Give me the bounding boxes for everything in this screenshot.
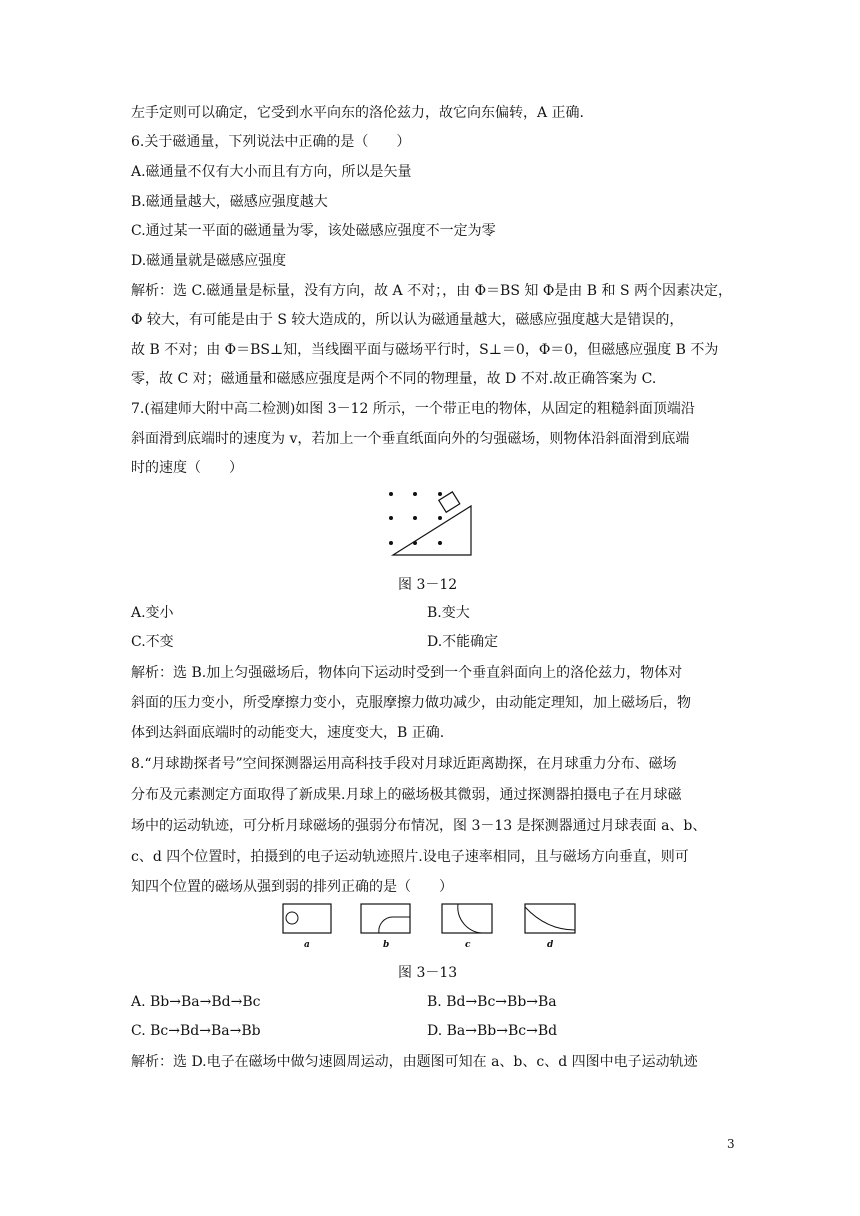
q8-option-b: B. Bd→Bc→Bb→Ba [427,994,557,1010]
figure-3-12-incline [383,486,478,561]
panel-label-a: a [304,940,310,950]
q6-option-d: D.磁通量就是磁感应强度 [131,253,287,269]
q7-analysis-line: 体到达斜面底端时的动能变大，速度变大，B 正确. [131,725,445,741]
q7-option-d: D.不能确定 [427,634,499,650]
question-6-stem: 6.关于磁通量，下列说法中正确的是（ ） [131,134,411,150]
block [439,492,460,512]
question-8-stem: c、d 四个位置时，拍摄到的电子运动轨迹照片.设电子速率相同，且与磁场方向垂直，则可 [131,849,689,865]
q8-option-a: A. Bb→Ba→Bd→Bc [131,994,261,1010]
q7-analysis-line: 斜面的压力变小，所受摩擦力变小，克服摩擦力做功减少，由动能定理知，加上磁场后，物 [131,695,691,711]
text-line: 左手定则可以确定，它受到水平向东的洛伦兹力，故它向东偏转，A 正确. [131,105,585,121]
q6-option-a: A.磁通量不仅有大小而且有方向，所以是矢量 [131,164,412,180]
q8-option-c: C. Bc→Bd→Ba→Bb [131,1023,261,1039]
question-7-stem: 时的速度（ ） [131,460,243,476]
panel-label-c: c [465,940,471,950]
panel-c [442,904,492,933]
magnetic-field-dots [389,492,442,545]
panel-label-b: b [383,940,390,950]
question-7-stem: 7.(福建师大附中高二检测)如图 3－12 所示，一个带正电的物体，从固定的粗糙斜面顶端沿 [131,401,695,417]
question-7-stem: 斜面滑到底端时的速度为 v，若加上一个垂直纸面向外的匀强磁场，则物体沿斜面滑到底端 [131,431,690,447]
page-number: 3 [727,1137,735,1151]
q6-analysis-line: 故 B 不对；由 Φ＝BS⊥知，当线圈平面与磁场平行时，S⊥＝0，Φ＝0，但磁感应强度 B 不为 [131,342,719,358]
panel-b [361,904,410,933]
q8-analysis-line: 解析：选 D.电子在磁场中做匀速圆周运动，由题图可知在 a、b、c、d 四图中电子运动轨迹 [131,1054,698,1070]
q6-analysis-line: Φ 较大，有可能是由于 S 较大造成的，所以认为磁通量越大，磁感应强度越大是错误的， [131,312,684,328]
q7-option-b: B.变大 [427,605,470,621]
figure-3-13-tracks [282,903,578,937]
figure-3-13-caption: 图 3－13 [398,965,458,981]
q6-analysis-line: 零，故 C 对；磁通量和磁感应强度是两个不同的物理量，故 D 不对.故正确答案为 C. [131,371,657,387]
panel-a [283,904,331,933]
q6-option-c: C.通过某一平面的磁通量为零，该处磁感应强度不一定为零 [131,223,496,239]
question-8-stem: 分布及元素测定方面取得了新成果.月球上的磁场极其微弱，通过探测器拍摄电子在月球磁 [131,787,682,803]
question-8-stem: 8.“月球勘探者号”空间探测器运用高科技手段对月球近距离勘探，在月球重力分布、磁场 [131,756,677,772]
question-8-stem: 场中的运动轨迹，可分析月球磁场的强弱分布情况，图 3－13 是探测器通过月球表面 a、b、 [131,818,707,834]
question-8-stem: 知四个位置的磁场从强到弱的排列正确的是（ ） [131,879,453,895]
panel-label-d: d [547,940,554,950]
q8-option-d: D. Ba→Bb→Bc→Bd [427,1023,558,1039]
q7-option-c: C.不变 [131,634,174,650]
panel-d [525,904,575,933]
q6-option-b: B.磁通量越大，磁感应强度越大 [131,194,328,210]
q7-option-a: A.变小 [131,605,174,621]
q6-analysis-line: 解析：选 C.磁通量是标量，没有方向，故 A 不对；，由 Φ＝BS 知 Φ是由 B 和 S 两个因素决定， [131,283,732,299]
figure-3-12-caption: 图 3－12 [398,577,458,593]
q7-analysis-line: 解析：选 B.加上匀强磁场后，物体向下运动时受到一个垂直斜面向上的洛伦兹力，物体对 [131,665,683,681]
incline-triangle [393,506,471,555]
